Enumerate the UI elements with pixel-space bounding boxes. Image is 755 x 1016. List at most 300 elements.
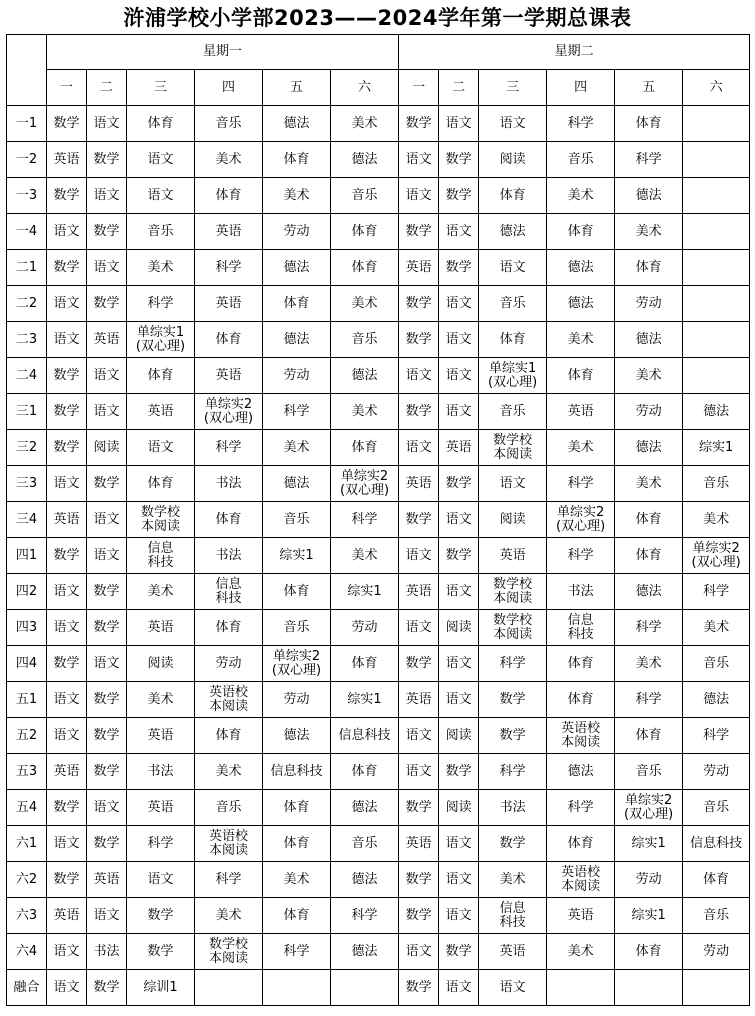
subject-cell: 书法 [127, 754, 195, 790]
subject-cell: 英语 [399, 574, 439, 610]
subject-cell: 英语 [399, 466, 439, 502]
subject-cell: 语文 [479, 106, 547, 142]
subject-cell: 美术 [195, 898, 263, 934]
period-header-row [7, 70, 750, 106]
subject-cell: 数学 [87, 826, 127, 862]
subject-cell: 数学 [479, 826, 547, 862]
subject-cell: 体育 [615, 502, 683, 538]
subject-cell: 信息科技 [683, 826, 750, 862]
subject-cell: 英语 [87, 862, 127, 898]
subject-cell: 美术 [263, 862, 331, 898]
corner-cell [7, 35, 47, 106]
subject-cell: 语文 [439, 106, 479, 142]
subject-cell: 美术 [547, 430, 615, 466]
subject-cell: 数学 [87, 574, 127, 610]
subject-cell: 信息 科技 [547, 610, 615, 646]
subject-cell: 美术 [331, 394, 399, 430]
subject-cell: 语文 [127, 178, 195, 214]
subject-cell: 劳动 [615, 862, 683, 898]
subject-cell: 综实1 [615, 898, 683, 934]
subject-cell: 语文 [439, 214, 479, 250]
subject-cell: 音乐 [547, 142, 615, 178]
subject-cell: 音乐 [615, 754, 683, 790]
subject-cell: 语文 [87, 898, 127, 934]
period-header: 五 [263, 70, 331, 106]
day-header-monday: 星期一 [47, 35, 399, 70]
subject-cell: 数学 [47, 394, 87, 430]
table-row [7, 682, 750, 718]
subject-cell: 综实1 [331, 574, 399, 610]
class-label: 四3 [7, 610, 47, 646]
subject-cell: 阅读 [439, 718, 479, 754]
class-label: 三3 [7, 466, 47, 502]
subject-cell: 语文 [399, 358, 439, 394]
subject-cell: 美术 [195, 754, 263, 790]
subject-cell: 数学 [87, 754, 127, 790]
subject-cell: 美术 [195, 142, 263, 178]
subject-cell: 美术 [683, 610, 750, 646]
subject-cell: 科学 [683, 574, 750, 610]
subject-cell: 语文 [87, 106, 127, 142]
table-row [7, 466, 750, 502]
subject-cell: 科学 [331, 502, 399, 538]
subject-cell: 体育 [331, 646, 399, 682]
class-label: 二4 [7, 358, 47, 394]
subject-cell: 语文 [399, 934, 439, 970]
subject-cell: 数学校 本阅读 [127, 502, 195, 538]
subject-cell: 美术 [479, 862, 547, 898]
table-row [7, 610, 750, 646]
class-label: 五2 [7, 718, 47, 754]
subject-cell: 劳动 [683, 934, 750, 970]
period-header: 四 [195, 70, 263, 106]
subject-cell: 体育 [195, 610, 263, 646]
period-header: 六 [683, 70, 750, 106]
subject-cell: 音乐 [479, 286, 547, 322]
subject-cell: 科学 [547, 466, 615, 502]
subject-cell [263, 970, 331, 1006]
subject-cell: 书法 [547, 574, 615, 610]
subject-cell: 语文 [399, 718, 439, 754]
subject-cell: 语文 [47, 214, 87, 250]
subject-cell: 书法 [479, 790, 547, 826]
class-label: 一3 [7, 178, 47, 214]
class-label: 五3 [7, 754, 47, 790]
subject-cell: 音乐 [479, 394, 547, 430]
table-row [7, 430, 750, 466]
subject-cell: 劳动 [263, 682, 331, 718]
subject-cell: 数学 [47, 646, 87, 682]
subject-cell: 劳动 [615, 394, 683, 430]
subject-cell: 德法 [263, 322, 331, 358]
subject-cell: 信息 科技 [479, 898, 547, 934]
subject-cell: 劳动 [615, 286, 683, 322]
table-row [7, 898, 750, 934]
subject-cell: 劳动 [263, 214, 331, 250]
class-label: 四4 [7, 646, 47, 682]
subject-cell: 音乐 [195, 790, 263, 826]
table-row [7, 286, 750, 322]
subject-cell: 英语 [127, 610, 195, 646]
class-label: 三1 [7, 394, 47, 430]
table-row [7, 106, 750, 142]
class-label: 二1 [7, 250, 47, 286]
table-row [7, 718, 750, 754]
table-row [7, 394, 750, 430]
subject-cell [683, 214, 750, 250]
subject-cell: 德法 [479, 214, 547, 250]
subject-cell: 体育 [127, 106, 195, 142]
subject-cell: 语文 [87, 394, 127, 430]
subject-cell: 体育 [547, 826, 615, 862]
subject-cell [683, 322, 750, 358]
subject-cell: 英语 [47, 898, 87, 934]
subject-cell: 语文 [399, 178, 439, 214]
subject-cell: 音乐 [683, 898, 750, 934]
subject-cell: 语文 [439, 826, 479, 862]
subject-cell: 数学 [439, 250, 479, 286]
subject-cell: 单综实2 (双心理) [331, 466, 399, 502]
subject-cell: 体育 [127, 358, 195, 394]
subject-cell: 数学 [87, 610, 127, 646]
class-label: 四1 [7, 538, 47, 574]
subject-cell: 英语 [547, 898, 615, 934]
subject-cell: 语文 [47, 970, 87, 1006]
class-label: 六1 [7, 826, 47, 862]
subject-cell: 语文 [479, 250, 547, 286]
subject-cell: 数学 [47, 790, 87, 826]
subject-cell: 数学 [87, 466, 127, 502]
subject-cell: 英语 [399, 826, 439, 862]
subject-cell: 数学校 本阅读 [479, 574, 547, 610]
schedule-table [6, 34, 750, 1006]
class-label: 四2 [7, 574, 47, 610]
subject-cell: 体育 [263, 142, 331, 178]
subject-cell: 数学 [87, 970, 127, 1006]
class-label: 二2 [7, 286, 47, 322]
subject-cell: 语文 [439, 970, 479, 1006]
subject-cell: 英语 [195, 286, 263, 322]
subject-cell: 体育 [263, 826, 331, 862]
subject-cell: 语文 [399, 610, 439, 646]
subject-cell: 单综实1 (双心理) [479, 358, 547, 394]
subject-cell: 数学 [399, 646, 439, 682]
subject-cell [683, 970, 750, 1006]
period-header: 四 [547, 70, 615, 106]
subject-cell: 德法 [331, 358, 399, 394]
subject-cell: 语文 [439, 574, 479, 610]
subject-cell: 数学 [399, 322, 439, 358]
subject-cell: 语文 [47, 610, 87, 646]
subject-cell: 体育 [547, 358, 615, 394]
subject-cell: 体育 [547, 214, 615, 250]
subject-cell: 体育 [127, 466, 195, 502]
subject-cell: 美术 [127, 682, 195, 718]
subject-cell: 美术 [263, 178, 331, 214]
subject-cell: 德法 [683, 682, 750, 718]
subject-cell: 德法 [547, 754, 615, 790]
subject-cell: 书法 [195, 538, 263, 574]
subject-cell: 体育 [547, 646, 615, 682]
subject-cell: 语文 [47, 286, 87, 322]
subject-cell: 语文 [47, 574, 87, 610]
subject-cell: 数学 [399, 286, 439, 322]
subject-cell: 科学 [195, 430, 263, 466]
subject-cell: 单综实2 (双心理) [683, 538, 750, 574]
subject-cell: 阅读 [479, 142, 547, 178]
subject-cell: 英语 [127, 718, 195, 754]
subject-cell: 单综实2 (双心理) [263, 646, 331, 682]
subject-cell: 科学 [683, 718, 750, 754]
subject-cell [195, 970, 263, 1006]
subject-cell: 数学 [399, 106, 439, 142]
subject-cell: 综实1 [331, 682, 399, 718]
subject-cell: 英语 [195, 358, 263, 394]
subject-cell: 数学 [439, 754, 479, 790]
class-label: 五4 [7, 790, 47, 826]
subject-cell: 综实1 [683, 430, 750, 466]
subject-cell: 科学 [195, 862, 263, 898]
subject-cell: 体育 [479, 322, 547, 358]
subject-cell: 数学校 本阅读 [479, 430, 547, 466]
subject-cell: 数学 [87, 286, 127, 322]
class-label: 五1 [7, 682, 47, 718]
day-header-tuesday: 星期二 [399, 35, 750, 70]
subject-cell: 数学 [399, 898, 439, 934]
subject-cell: 语文 [439, 862, 479, 898]
subject-cell: 音乐 [263, 610, 331, 646]
subject-cell: 音乐 [683, 466, 750, 502]
subject-cell: 音乐 [331, 826, 399, 862]
subject-cell: 劳动 [331, 610, 399, 646]
subject-cell: 语文 [479, 970, 547, 1006]
period-header: 六 [331, 70, 399, 106]
subject-cell: 德法 [263, 106, 331, 142]
subject-cell: 数学 [399, 502, 439, 538]
subject-cell: 美术 [331, 538, 399, 574]
subject-cell: 德法 [615, 574, 683, 610]
subject-cell: 语文 [439, 286, 479, 322]
period-header: 二 [87, 70, 127, 106]
subject-cell: 英语校 本阅读 [195, 826, 263, 862]
subject-cell: 语文 [87, 538, 127, 574]
subject-cell: 数学 [439, 142, 479, 178]
table-row [7, 250, 750, 286]
subject-cell: 体育 [195, 718, 263, 754]
subject-cell: 德法 [331, 862, 399, 898]
table-row [7, 178, 750, 214]
table-row [7, 646, 750, 682]
subject-cell: 美术 [683, 502, 750, 538]
subject-cell: 语文 [87, 790, 127, 826]
subject-cell: 体育 [683, 862, 750, 898]
subject-cell: 科学 [547, 538, 615, 574]
subject-cell: 信息科技 [331, 718, 399, 754]
subject-cell: 语文 [127, 142, 195, 178]
subject-cell: 科学 [479, 646, 547, 682]
subject-cell: 音乐 [331, 322, 399, 358]
subject-cell: 德法 [331, 790, 399, 826]
subject-cell: 音乐 [195, 106, 263, 142]
subject-cell: 德法 [331, 934, 399, 970]
subject-cell: 数学 [439, 934, 479, 970]
subject-cell: 体育 [479, 178, 547, 214]
subject-cell: 数学 [399, 394, 439, 430]
subject-cell: 数学 [399, 970, 439, 1006]
subject-cell: 语文 [127, 430, 195, 466]
day-header-row [7, 35, 750, 70]
subject-cell: 书法 [87, 934, 127, 970]
period-header: 一 [399, 70, 439, 106]
subject-cell: 美术 [127, 250, 195, 286]
subject-cell: 科学 [195, 250, 263, 286]
subject-cell: 科学 [127, 286, 195, 322]
subject-cell: 美术 [547, 322, 615, 358]
subject-cell: 音乐 [127, 214, 195, 250]
subject-cell: 语文 [127, 862, 195, 898]
subject-cell: 单综实2 (双心理) [615, 790, 683, 826]
subject-cell [683, 178, 750, 214]
table-row [7, 754, 750, 790]
subject-cell: 美术 [263, 430, 331, 466]
subject-cell: 体育 [263, 286, 331, 322]
subject-cell: 美术 [127, 574, 195, 610]
subject-cell: 英语 [127, 394, 195, 430]
subject-cell: 科学 [615, 142, 683, 178]
subject-cell: 英语 [195, 214, 263, 250]
subject-cell: 数学 [399, 862, 439, 898]
subject-cell [683, 286, 750, 322]
subject-cell: 科学 [547, 790, 615, 826]
subject-cell: 综实1 [263, 538, 331, 574]
subject-cell: 体育 [331, 214, 399, 250]
subject-cell: 科学 [615, 610, 683, 646]
subject-cell: 数学校 本阅读 [195, 934, 263, 970]
subject-cell: 阅读 [439, 610, 479, 646]
table-row [7, 538, 750, 574]
table-row [7, 934, 750, 970]
subject-cell [683, 106, 750, 142]
class-label: 二3 [7, 322, 47, 358]
subject-cell: 语文 [439, 646, 479, 682]
subject-cell: 体育 [195, 178, 263, 214]
subject-cell: 英语 [87, 322, 127, 358]
subject-cell: 阅读 [127, 646, 195, 682]
subject-cell: 英语 [479, 934, 547, 970]
subject-cell: 语文 [439, 394, 479, 430]
subject-cell: 语文 [87, 250, 127, 286]
subject-cell: 数学 [399, 790, 439, 826]
period-header: 一 [47, 70, 87, 106]
subject-cell: 美术 [615, 646, 683, 682]
subject-cell: 语文 [87, 178, 127, 214]
class-label: 六2 [7, 862, 47, 898]
table-row [7, 574, 750, 610]
subject-cell: 语文 [439, 898, 479, 934]
subject-cell: 单综实2 (双心理) [547, 502, 615, 538]
subject-cell: 德法 [547, 286, 615, 322]
subject-cell [683, 250, 750, 286]
subject-cell: 体育 [263, 790, 331, 826]
subject-cell: 阅读 [479, 502, 547, 538]
subject-cell: 音乐 [683, 646, 750, 682]
subject-cell: 语文 [439, 358, 479, 394]
subject-cell: 英语校 本阅读 [195, 682, 263, 718]
subject-cell: 美术 [331, 106, 399, 142]
table-row [7, 142, 750, 178]
subject-cell: 英语校 本阅读 [547, 862, 615, 898]
subject-cell: 劳动 [263, 358, 331, 394]
subject-cell: 数学 [47, 106, 87, 142]
subject-cell: 数学 [47, 178, 87, 214]
table-row [7, 214, 750, 250]
subject-cell: 英语 [47, 502, 87, 538]
subject-cell: 美术 [331, 286, 399, 322]
subject-cell: 音乐 [683, 790, 750, 826]
subject-cell: 语文 [439, 322, 479, 358]
subject-cell: 体育 [195, 322, 263, 358]
period-header: 五 [615, 70, 683, 106]
subject-cell: 英语 [127, 790, 195, 826]
subject-cell: 数学 [479, 718, 547, 754]
subject-cell: 体育 [547, 682, 615, 718]
subject-cell: 阅读 [87, 430, 127, 466]
subject-cell: 综训1 [127, 970, 195, 1006]
subject-cell: 体育 [195, 502, 263, 538]
subject-cell: 单综实1 (双心理) [127, 322, 195, 358]
subject-cell: 信息 科技 [195, 574, 263, 610]
period-header: 三 [479, 70, 547, 106]
subject-cell: 德法 [615, 322, 683, 358]
subject-cell: 数学 [439, 538, 479, 574]
subject-cell [683, 358, 750, 394]
subject-cell: 书法 [195, 466, 263, 502]
subject-cell [331, 970, 399, 1006]
table-row [7, 790, 750, 826]
subject-cell: 体育 [615, 106, 683, 142]
subject-cell: 英语 [479, 538, 547, 574]
subject-cell: 数学 [127, 898, 195, 934]
class-label: 三4 [7, 502, 47, 538]
table-row [7, 358, 750, 394]
subject-cell: 体育 [263, 898, 331, 934]
subject-cell: 德法 [547, 250, 615, 286]
period-header: 三 [127, 70, 195, 106]
class-label: 六4 [7, 934, 47, 970]
subject-cell: 体育 [615, 934, 683, 970]
subject-cell: 阅读 [439, 790, 479, 826]
subject-cell: 语文 [399, 538, 439, 574]
subject-cell: 语文 [439, 682, 479, 718]
subject-cell: 语文 [47, 718, 87, 754]
subject-cell: 英语校 本阅读 [547, 718, 615, 754]
subject-cell: 音乐 [263, 502, 331, 538]
class-label: 一1 [7, 106, 47, 142]
subject-cell: 劳动 [195, 646, 263, 682]
subject-cell [615, 970, 683, 1006]
subject-cell: 英语 [399, 250, 439, 286]
subject-cell: 音乐 [331, 178, 399, 214]
subject-cell: 语文 [47, 826, 87, 862]
page-title: 浒浦学校小学部2023——2024学年第一学期总课表 [123, 6, 632, 30]
subject-cell: 语文 [87, 646, 127, 682]
subject-cell: 数学 [47, 430, 87, 466]
subject-cell: 语文 [87, 358, 127, 394]
table-row [7, 970, 750, 1006]
class-label: 融合 [7, 970, 47, 1006]
table-row [7, 322, 750, 358]
subject-cell: 科学 [615, 682, 683, 718]
